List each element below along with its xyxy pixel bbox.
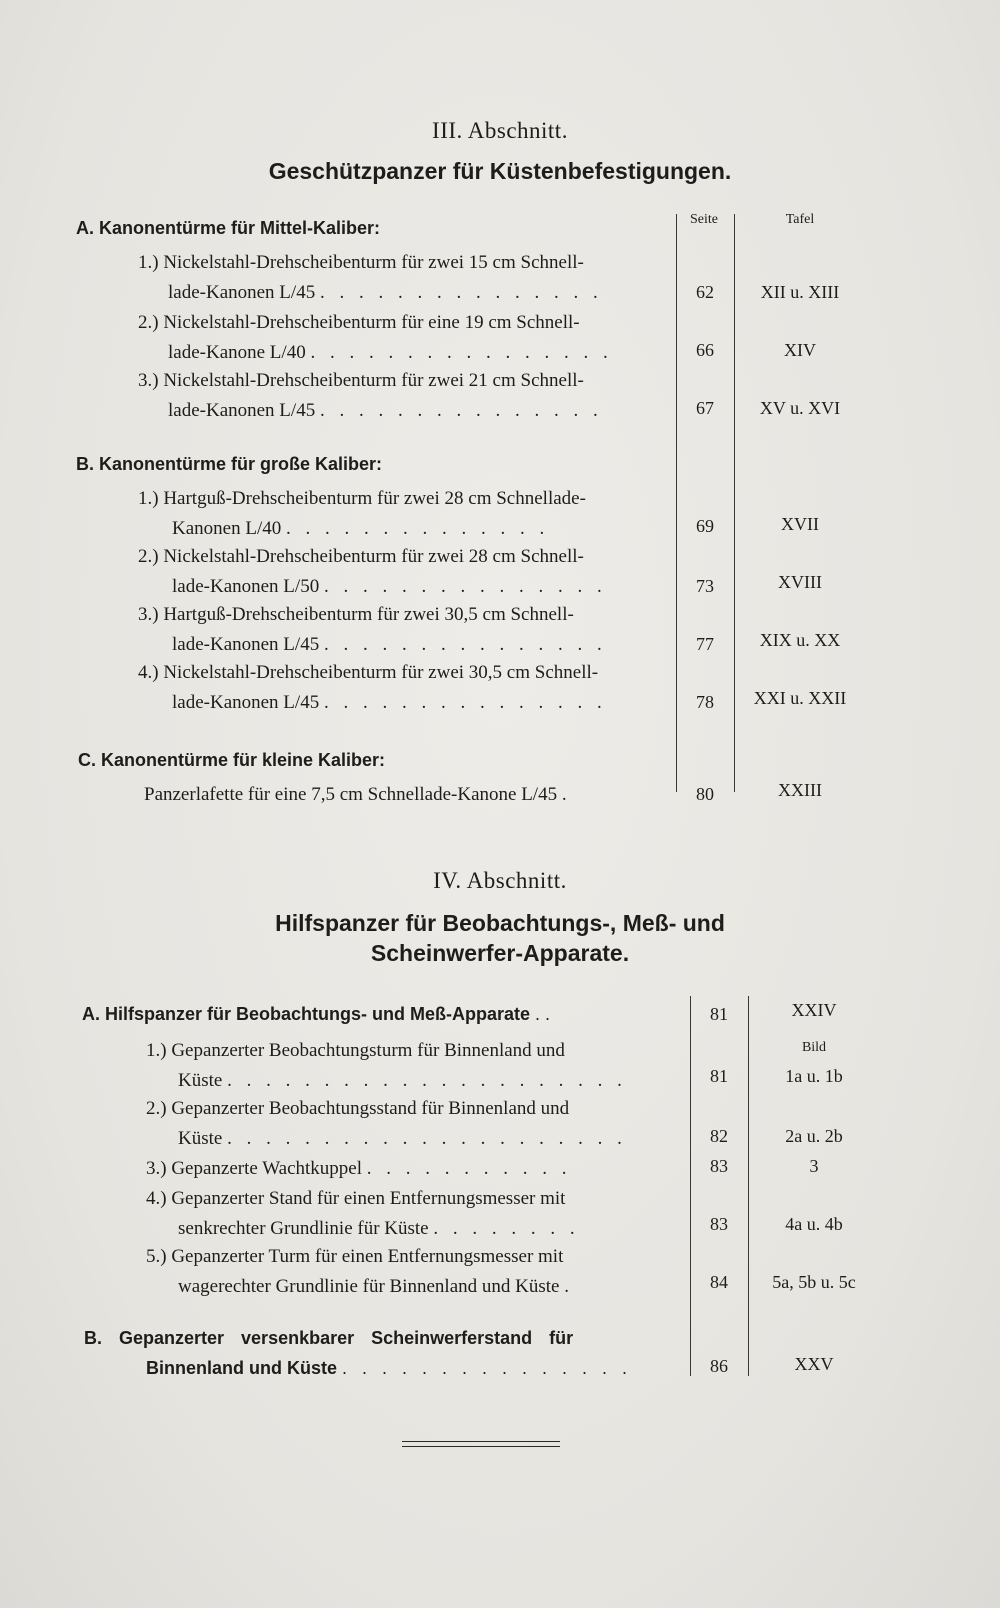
plate-number: XVIII (778, 572, 822, 592)
plate-number: 3 (809, 1156, 819, 1176)
column-divider-right (748, 996, 749, 1376)
plate-number: XIX u. XX (759, 630, 841, 650)
plate-number: 1a u. 1b (785, 1066, 843, 1086)
page-number: 82 (710, 1126, 728, 1146)
page-number: 83 (710, 1214, 728, 1234)
entry-line: 3.) Hartguß-Drehscheibenturm für zwei 30,5 cm Schnell- (138, 604, 574, 625)
column-header-image: Bild (801, 1040, 827, 1055)
page-number: 81 (710, 1066, 728, 1086)
page-number: 84 (710, 1272, 728, 1292)
entry-line: 1.) Hartguß-Drehscheibenturm für zwei 28 cm Schnellade- (138, 488, 586, 509)
plate-number: XV u. XVI (759, 398, 841, 418)
entry-line: 4.) Nickelstahl-Drehscheibenturm für zwei 30,5 cm Schnell- (138, 662, 599, 683)
entry-line: 1.) Gepanzerter Beobachtungsturm für Binnenland und (146, 1040, 565, 1061)
page-number: 86 (710, 1356, 728, 1376)
plate-number: XXIV (791, 1000, 837, 1020)
plate-number: XXI u. XXII (753, 688, 847, 708)
page-number: 83 (710, 1156, 728, 1176)
page-number: 66 (696, 340, 714, 360)
entry-line: lade-Kanonen L/45 . . . . . . . . . . . . . . . (168, 282, 603, 303)
entry-line: lade-Kanonen L/45 . . . . . . . . . . . . . . . (172, 692, 607, 713)
entry-line: 3.) Nickelstahl-Drehscheibenturm für zwei 21 cm Schnell- (138, 370, 584, 391)
column-divider-left (690, 996, 691, 1376)
page-number: 69 (696, 516, 714, 536)
section-4-title: IV. Abschnitt. (433, 868, 567, 893)
plate-number: XVII (781, 514, 819, 534)
section-3-subtitle: Geschützpanzer für Küstenbefestigungen. (268, 158, 732, 184)
page-number: 81 (710, 1004, 728, 1024)
entry-line: lade-Kanonen L/45 . . . . . . . . . . . . . . . (168, 400, 603, 421)
entry-line: Küste . . . . . . . . . . . . . . . . . . . . . (178, 1070, 627, 1091)
closing-rule (402, 1446, 560, 1447)
section-3-title: III. Abschnitt. (432, 118, 568, 143)
entry-line: 2.) Nickelstahl-Drehscheibenturm für zwei 28 cm Schnell- (138, 546, 584, 567)
entry-line: Panzerlafette für eine 7,5 cm Schnellade-Kanone L/45 . (144, 784, 567, 805)
entry-line: Kanonen L/40 . . . . . . . . . . . . . . (172, 518, 550, 539)
entry-line: 1.) Nickelstahl-Drehscheibenturm für zwei 15 cm Schnell- (138, 252, 584, 273)
group-heading: B. Gepanzerter versenkbarer Scheinwerferstand für (84, 1328, 574, 1348)
column-header-plate: Tafel (785, 212, 815, 227)
entry-line: 5.) Gepanzerter Turm für einen Entfernungsmesser mit (146, 1246, 564, 1267)
page-number: 62 (696, 282, 714, 302)
plate-number: XII u. XIII (760, 282, 840, 302)
plate-number: XIV (784, 340, 816, 360)
entry-line: lade-Kanonen L/45 . . . . . . . . . . . . . . . (172, 634, 607, 655)
group-heading: A. Hilfspanzer für Beobachtungs- und Meß-Apparate . . (82, 1004, 551, 1024)
section-4-subtitle-line-1: Hilfspanzer für Beobachtungs-, Meß- und (275, 910, 725, 936)
entry-line: 3.) Gepanzerte Wachtkuppel . . . . . . . . . . . (146, 1158, 572, 1179)
entry-line: 2.) Nickelstahl-Drehscheibenturm für eine 19 cm Schnell- (138, 312, 580, 333)
plate-number: XXIII (778, 780, 822, 800)
entry-line: lade-Kanonen L/50 . . . . . . . . . . . . . . . (172, 576, 607, 597)
plate-number: 2a u. 2b (785, 1126, 843, 1146)
page-number: 80 (696, 784, 714, 804)
page-number: 78 (696, 692, 714, 712)
entry-line: lade-Kanone L/40 . . . . . . . . . . . . . . . . (168, 342, 613, 363)
group-heading: Binnenland und Küste . . . . . . . . . . . . . . . (146, 1358, 633, 1378)
page-number: 77 (696, 634, 714, 654)
entry-line: 4.) Gepanzerter Stand für einen Entfernungsmesser mit (146, 1188, 566, 1209)
plate-number: 4a u. 4b (785, 1214, 843, 1234)
entry-line: wagerechter Grundlinie für Binnenland und Küste . (178, 1276, 569, 1297)
group-heading: B. Kanonentürme für große Kaliber: (76, 454, 383, 474)
column-divider-right (734, 214, 735, 792)
group-heading: A. Kanonentürme für Mittel-Kaliber: (76, 218, 381, 238)
plate-number: 5a, 5b u. 5c (772, 1272, 856, 1292)
column-header-page: Seite (690, 212, 718, 227)
closing-rule (402, 1441, 560, 1442)
entry-line: senkrechter Grundlinie für Küste . . . . . . . . (178, 1218, 580, 1239)
entry-line: 2.) Gepanzerter Beobachtungsstand für Binnenland und (146, 1098, 570, 1119)
section-4-subtitle-line-2: Scheinwerfer-Apparate. (370, 940, 630, 966)
plate-number: XXV (794, 1354, 834, 1374)
page-number: 67 (696, 398, 714, 418)
entry-line: Küste . . . . . . . . . . . . . . . . . . . . . (178, 1128, 627, 1149)
page-number: 73 (696, 576, 714, 596)
group-heading: C. Kanonentürme für kleine Kaliber: (78, 750, 386, 770)
